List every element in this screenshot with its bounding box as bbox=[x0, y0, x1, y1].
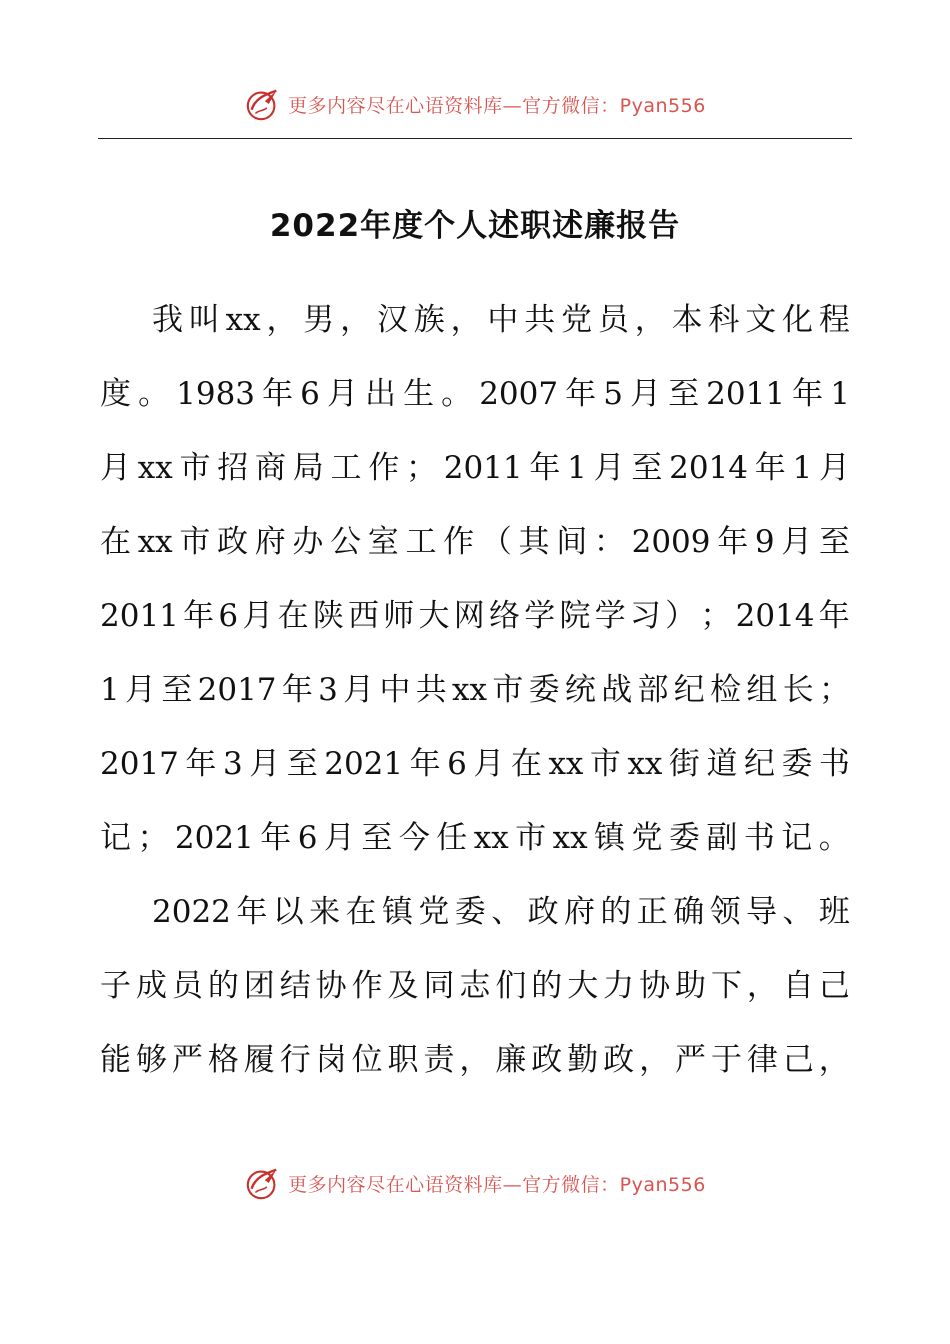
body-line: 2017 年 3 月 至 2021 年 6 月 在 xx 市 xx 街 道 纪 委 书 bbox=[100, 746, 850, 782]
document-title: 2022年度个人述职述廉报告 bbox=[269, 208, 681, 244]
document-body bbox=[100, 288, 850, 1102]
body-line: 子 成 员 的 团 结 协 作 及 同 志 们 的 大 力 协 助 下 ， 自 己 bbox=[100, 968, 850, 1004]
footer-banner bbox=[0, 1161, 950, 1205]
header-banner bbox=[0, 82, 950, 126]
header-wechat-id: Pyan556 bbox=[619, 94, 706, 117]
header-rule bbox=[98, 138, 852, 139]
header-banner-text: 更多内容尽在心语资料库—官方微信：Pyan556 bbox=[288, 94, 706, 117]
quill-swirl-logo-icon bbox=[244, 85, 282, 123]
body-line: 1 月 至 2017 年 3 月 中 共 xx 市 委 统 战 部 纪 检 组 长 ； bbox=[100, 672, 850, 708]
body-line: 2022 年 以 来 在 镇 党 委 、 政 府 的 正 确 领 导 、 班 bbox=[152, 894, 850, 930]
footer-banner-text: 更多内容尽在心语资料库—官方微信：Pyan556 bbox=[288, 1173, 706, 1196]
footer-wechat-id: Pyan556 bbox=[619, 1173, 706, 1196]
body-line: 在 xx 市 政 府 办 公 室 工 作 （ 其 间 ： 2009 年 9 月 至 bbox=[100, 524, 850, 560]
body-line: 记 ； 2021 年 6 月 至 今 任 xx 市 xx 镇 党 委 副 书 记 。 bbox=[100, 820, 850, 856]
body-line: 月 xx 市 招 商 局 工 作 ； 2011 年 1 月 至 2014 年 1 月 bbox=[100, 450, 850, 486]
quill-swirl-logo-icon bbox=[244, 1164, 282, 1202]
body-line: 我 叫 xx ， 男 ， 汉 族 ， 中 共 党 员 ， 本 科 文 化 程 bbox=[152, 302, 850, 338]
body-line: 能 够 严 格 履 行 岗 位 职 责 ， 廉 政 勤 政 ， 严 于 律 己 ， bbox=[100, 1042, 850, 1078]
body-line: 2011 年 6 月 在 陕 西 师 大 网 络 学 院 学 习 ） ； 2014 年 bbox=[100, 598, 850, 634]
body-line: 度 。 1983 年 6 月 出 生 。 2007 年 5 月 至 2011 年 1 bbox=[100, 376, 850, 412]
